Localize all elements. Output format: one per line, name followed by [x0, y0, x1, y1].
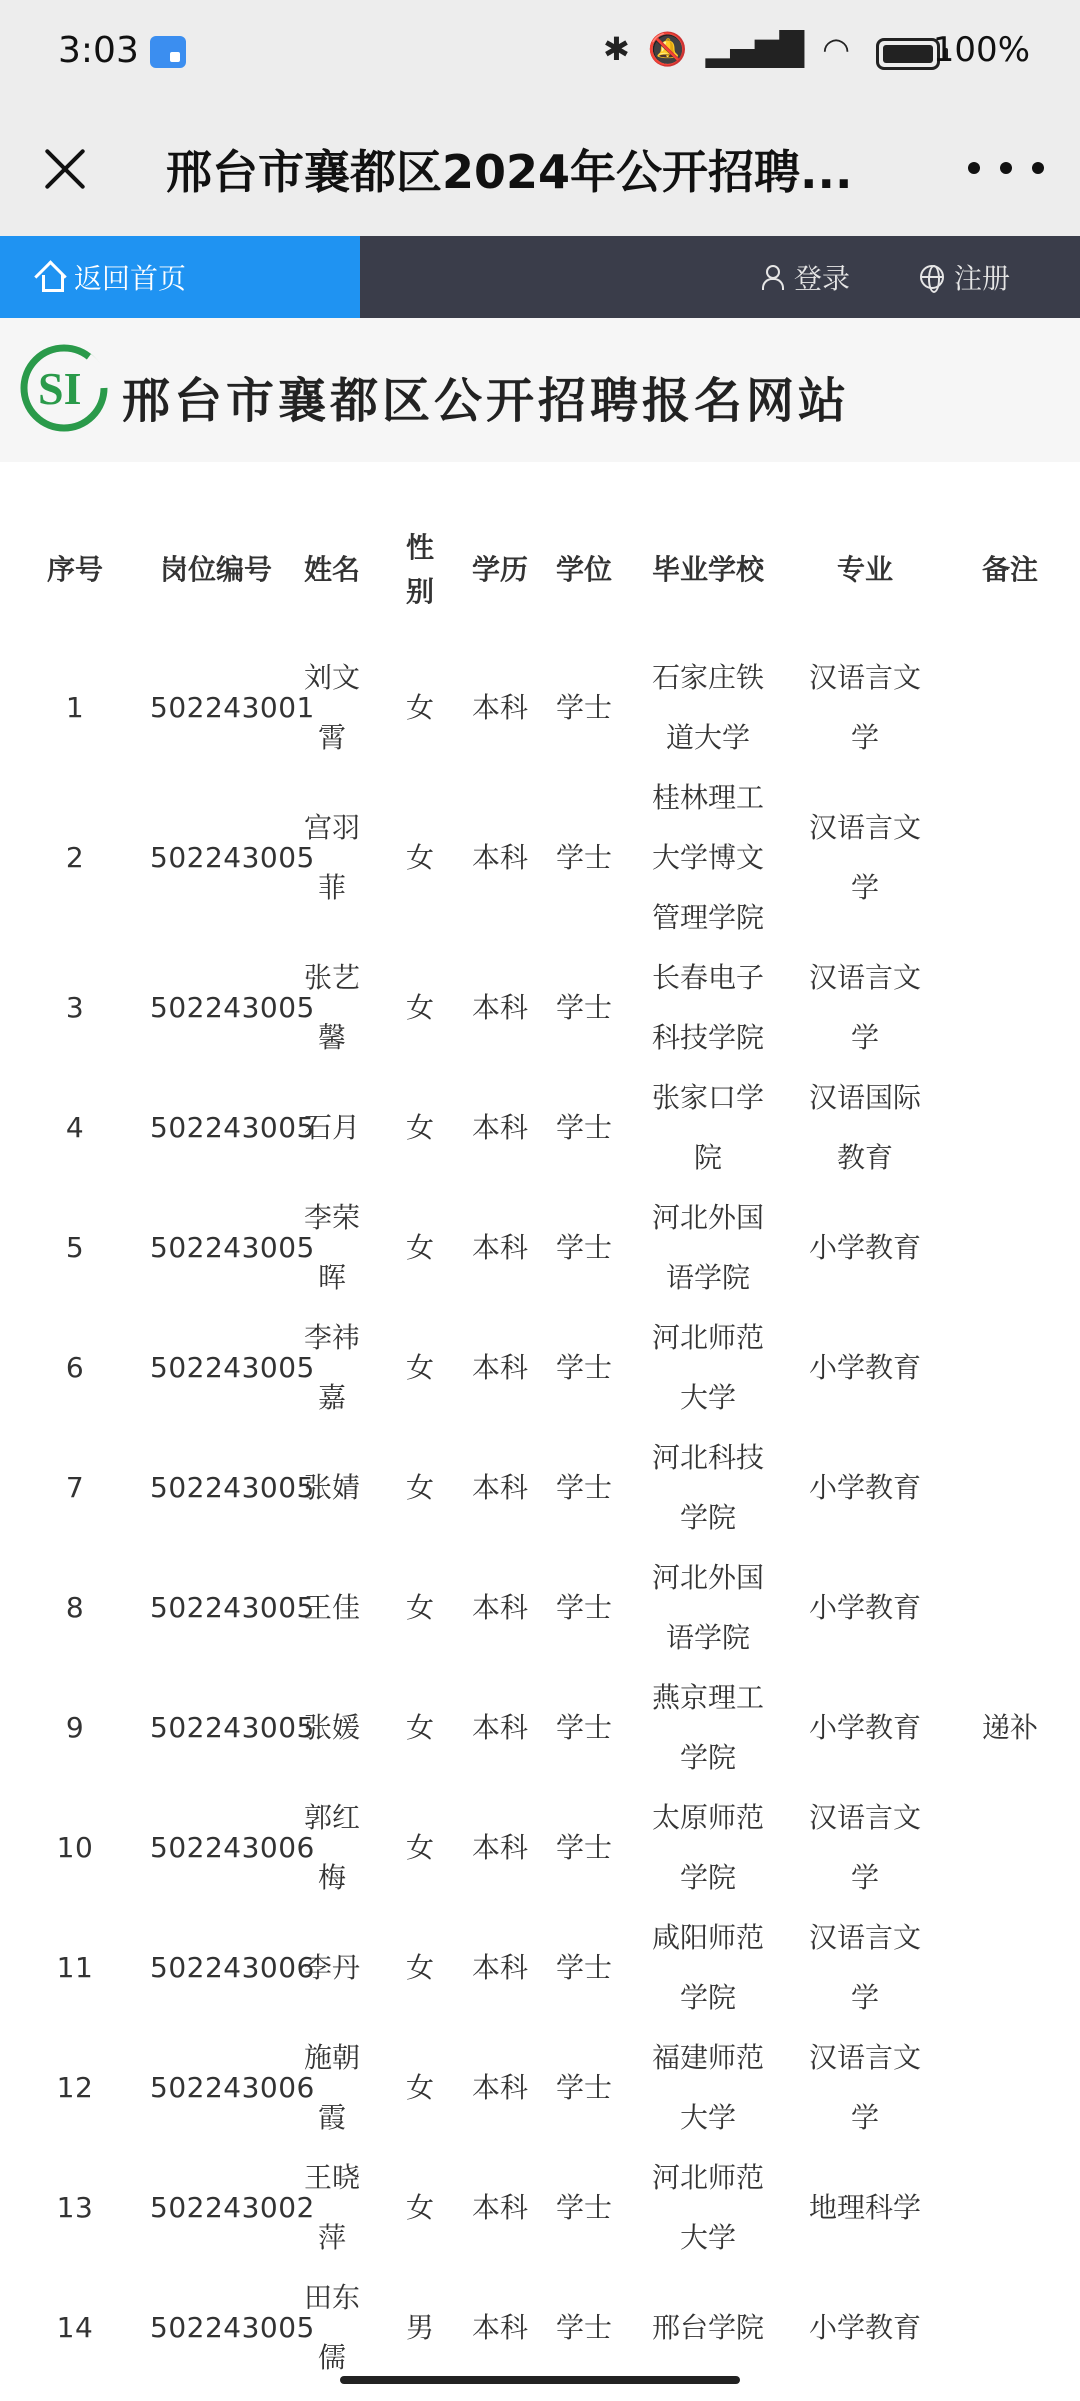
cell-gender: 女: [405, 691, 434, 724]
cell-name: 李祎 嘉: [303, 1321, 360, 1414]
login-link[interactable]: [760, 257, 850, 297]
cell-school: 福建师范 大学: [651, 2041, 764, 2134]
dot: [1032, 162, 1044, 174]
cell-code: 502243005: [150, 841, 315, 874]
cell-no: 5: [65, 1231, 85, 1264]
header-major: 专业: [836, 553, 893, 586]
cell-code: 502243005: [150, 991, 315, 1024]
cell-major: 地理科学: [808, 2191, 921, 2224]
cell-note: [940, 768, 1080, 948]
table-row: [0, 2268, 1080, 2388]
cell-gender: 女: [405, 1951, 434, 1984]
login-label: 登录: [793, 262, 850, 295]
cell-gender: 女: [405, 1471, 434, 1504]
page-title: 邢台市襄都区2024年公开招聘...: [166, 145, 853, 199]
cell-degree: 学士: [555, 691, 612, 724]
mute-icon: 🔕: [647, 30, 688, 68]
site-name: 邢台市襄都区公开招聘报名网站: [122, 373, 851, 429]
cell-gender: 女: [405, 2071, 434, 2104]
cell-name: 石月: [303, 1111, 360, 1144]
cell-education: 本科: [471, 1951, 528, 1984]
cell-name: 张婧: [303, 1471, 360, 1504]
cell-code: 502243002: [150, 2191, 315, 2224]
cell-code: 502243005: [150, 1711, 315, 1744]
more-options-icon[interactable]: [968, 148, 1044, 188]
cell-note: 递补: [981, 1711, 1038, 1744]
table-row: [0, 1668, 1080, 1788]
cell-education: 本科: [471, 1831, 528, 1864]
cell-school: 河北师范 大学: [651, 2161, 764, 2254]
cell-degree: 学士: [555, 1831, 612, 1864]
cell-gender: 女: [405, 2191, 434, 2224]
table-row: [0, 1788, 1080, 1908]
cell-note: [940, 2268, 1080, 2388]
cell-school: 邢台学院: [651, 2311, 764, 2344]
header-education: 学历: [471, 553, 528, 586]
cell-code: 502243005: [150, 1471, 315, 1504]
header-code: 岗位编号: [159, 553, 272, 586]
cell-no: 14: [56, 2311, 94, 2344]
cell-name: 郭红 梅: [303, 1801, 360, 1894]
cell-note: [940, 1548, 1080, 1668]
cell-major: 小学教育: [808, 1591, 921, 1624]
cell-major: 小学教育: [808, 1471, 921, 1504]
cell-school: 河北师范 大学: [651, 1321, 764, 1414]
wifi-icon: ◠: [822, 30, 850, 68]
table-header-row: [0, 462, 1080, 648]
header-note: 备注: [981, 553, 1038, 586]
cell-major: 小学教育: [808, 1351, 921, 1384]
cell-code: 502243006: [150, 2071, 315, 2104]
cell-degree: 学士: [555, 1591, 612, 1624]
header-gender: 性 别: [405, 531, 434, 608]
table-row: [0, 1188, 1080, 1308]
cell-name: 李荣 晖: [303, 1201, 360, 1294]
cell-code: 502243001: [150, 691, 315, 724]
cell-education: 本科: [471, 1471, 528, 1504]
cell-major: 汉语言文 学: [808, 661, 921, 754]
cell-school: 张家口学 院: [651, 1081, 764, 1174]
cell-degree: 学士: [555, 1231, 612, 1264]
cell-note: [940, 2148, 1080, 2268]
cell-gender: 女: [405, 1711, 434, 1744]
table-row: [0, 1548, 1080, 1668]
site-logo: [18, 342, 110, 434]
cell-education: 本科: [471, 2191, 528, 2224]
cell-school: 河北外国 语学院: [651, 1561, 764, 1654]
home-label: 返回首页: [74, 262, 187, 295]
cell-code: 502243005: [150, 1591, 315, 1624]
cell-note: [940, 1908, 1080, 2028]
svg-text:SI: SI: [38, 363, 82, 414]
cell-code: 502243005: [150, 1231, 315, 1264]
cell-no: 7: [65, 1471, 85, 1504]
table-row: [0, 1068, 1080, 1188]
dot: [968, 162, 980, 174]
cell-degree: 学士: [555, 2311, 612, 2344]
notification-app-icon: [150, 36, 186, 68]
cell-education: 本科: [471, 1351, 528, 1384]
cell-degree: 学士: [555, 841, 612, 874]
cell-degree: 学士: [555, 1351, 612, 1384]
cell-name: 宫羽 菲: [303, 811, 360, 904]
cell-school: 河北外国 语学院: [651, 1201, 764, 1294]
cell-education: 本科: [471, 2071, 528, 2104]
cell-major: 小学教育: [808, 2311, 921, 2344]
cell-degree: 学士: [555, 991, 612, 1024]
cell-education: 本科: [471, 991, 528, 1024]
cell-major: 汉语言文 学: [808, 811, 921, 904]
cell-no: 12: [56, 2071, 94, 2104]
cell-school: 长春电子 科技学院: [651, 961, 764, 1054]
globe-icon: [920, 265, 944, 289]
cell-name: 施朝 霞: [303, 2041, 360, 2134]
cell-name: 田东 儒: [303, 2281, 360, 2374]
cell-major: 汉语言文 学: [808, 1921, 921, 2014]
cell-major: 汉语言文 学: [808, 2041, 921, 2134]
cell-code: 502243005: [150, 1111, 315, 1144]
table-row: [0, 948, 1080, 1068]
cell-degree: 学士: [555, 1471, 612, 1504]
site-banner: [0, 318, 1080, 462]
cell-no: 13: [56, 2191, 94, 2224]
title-bar: [0, 106, 1080, 236]
table-body: [0, 648, 1080, 2388]
cell-no: 2: [65, 841, 85, 874]
cell-major: 汉语言文 学: [808, 1801, 921, 1894]
cell-name: 张艺 馨: [303, 961, 360, 1054]
cell-education: 本科: [471, 1111, 528, 1144]
cell-major: 汉语国际 教育: [808, 1081, 921, 1174]
cell-degree: 学士: [555, 1111, 612, 1144]
cell-code: 502243006: [150, 1831, 315, 1864]
cell-education: 本科: [471, 2311, 528, 2344]
cell-school: 河北科技 学院: [651, 1441, 764, 1534]
table-row: [0, 768, 1080, 948]
cell-gender: 女: [405, 1831, 434, 1864]
table-row: [0, 2148, 1080, 2268]
cell-education: 本科: [471, 1711, 528, 1744]
cell-name: 王佳: [303, 1591, 360, 1624]
cell-no: 4: [65, 1111, 85, 1144]
header-no: 序号: [46, 553, 103, 586]
status-time: 3:03: [58, 30, 139, 71]
cell-code: 502243006: [150, 1951, 315, 1984]
hd-signal-icon: ▂▄▆█: [705, 30, 805, 68]
cell-code: 502243005: [150, 2311, 315, 2344]
bluetooth-icon: ✱: [602, 30, 630, 68]
cell-no: 6: [65, 1351, 85, 1384]
cell-gender: 女: [405, 1231, 434, 1264]
battery-icon: [876, 38, 940, 70]
cell-gender: 女: [405, 1591, 434, 1624]
user-icon: [760, 265, 784, 289]
cell-note: [940, 1428, 1080, 1548]
cell-major: 小学教育: [808, 1711, 921, 1744]
table-row: [0, 1308, 1080, 1428]
cell-education: 本科: [471, 841, 528, 874]
register-link[interactable]: [920, 257, 1010, 297]
cell-note: [940, 648, 1080, 768]
cell-gender: 女: [405, 841, 434, 874]
cell-no: 3: [65, 991, 85, 1024]
table-row: [0, 648, 1080, 768]
cell-no: 10: [56, 1831, 94, 1864]
cell-code: 502243005: [150, 1351, 315, 1384]
results-table: [0, 462, 1080, 2388]
cell-gender: 女: [405, 991, 434, 1024]
table-row: [0, 1428, 1080, 1548]
battery-percent: 100%: [932, 30, 1030, 70]
cell-degree: 学士: [555, 2191, 612, 2224]
cell-note: [940, 1788, 1080, 1908]
cell-school: 咸阳师范 学院: [651, 1921, 764, 2014]
cell-major: 汉语言文 学: [808, 961, 921, 1054]
header-degree: 学位: [555, 553, 612, 586]
header-school: 毕业学校: [651, 553, 764, 586]
table-row: [0, 2028, 1080, 2148]
cell-no: 1: [65, 691, 85, 724]
cell-note: [940, 1188, 1080, 1308]
status-bar: [0, 0, 1080, 106]
cell-degree: 学士: [555, 1711, 612, 1744]
cell-school: 燕京理工 学院: [651, 1681, 764, 1774]
cell-school: 太原师范 学院: [651, 1801, 764, 1894]
close-icon[interactable]: [32, 136, 98, 202]
cell-name: 李丹: [303, 1951, 360, 1984]
register-label: 注册: [953, 262, 1010, 295]
cell-school: 桂林理工 大学博文 管理学院: [651, 781, 764, 934]
cell-education: 本科: [471, 691, 528, 724]
cell-note: [940, 1308, 1080, 1428]
cell-degree: 学士: [555, 2071, 612, 2104]
cell-name: 王晓 萍: [303, 2161, 360, 2254]
cell-education: 本科: [471, 1591, 528, 1624]
cell-no: 9: [65, 1711, 85, 1744]
dot: [1000, 162, 1012, 174]
cell-degree: 学士: [555, 1951, 612, 1984]
cell-name: 刘文 霄: [303, 661, 360, 754]
home-icon: [36, 263, 64, 291]
cell-name: 张媛: [303, 1711, 360, 1744]
status-icons: [603, 30, 850, 68]
header-name: 姓名: [303, 553, 360, 586]
site-nav: [0, 236, 1080, 318]
cell-note: [940, 1068, 1080, 1188]
cell-major: 小学教育: [808, 1231, 921, 1264]
home-indicator[interactable]: [340, 2376, 740, 2384]
cell-gender: 女: [405, 1351, 434, 1384]
cell-gender: 男: [405, 2311, 434, 2344]
home-link[interactable]: [0, 236, 360, 318]
cell-gender: 女: [405, 1111, 434, 1144]
nav-right: [760, 236, 1010, 318]
cell-note: [940, 948, 1080, 1068]
cell-note: [940, 2028, 1080, 2148]
table-row: [0, 1908, 1080, 2028]
cell-no: 8: [65, 1591, 85, 1624]
cell-education: 本科: [471, 1231, 528, 1264]
cell-no: 11: [56, 1951, 94, 1984]
cell-school: 石家庄铁 道大学: [651, 661, 764, 754]
